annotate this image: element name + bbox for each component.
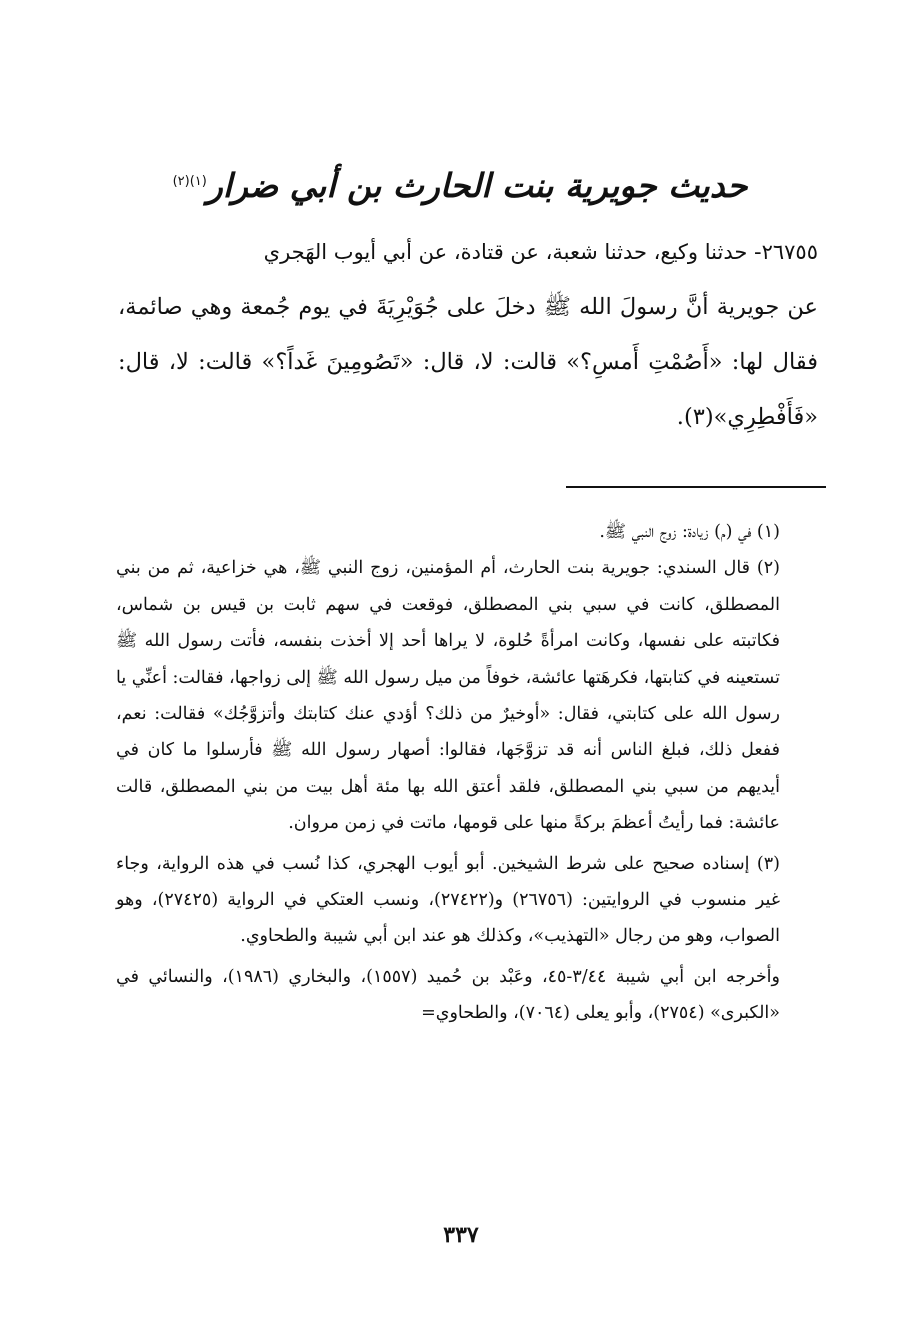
chapter-title (150, 150, 770, 218)
footnote-separator (566, 486, 826, 488)
chapter-title-text: حديث جويرية بنت الحارث بن أبي ضرار (206, 166, 748, 205)
footnote-3-continuation: وأخرجه ابن أبي شيبة ٣/٤٤-٤٥، وعَبْد بن حُميد (١٥٥٧)، والبخاري (١٩٨٦)، والنسائي في «الكبرى» (٢٧٥٤)، وأبو يعلى (٧٠٦٤)، والطحاوي= (116, 966, 780, 1024)
hadith-text: عن جويرية أنَّ رسولَ الله ﷺ دخلَ على جُوَيْرِيَةَ في يوم جُمعة وهي صائمة، فقال لها: «أَصُمْتِ أَمسِ؟» قالت: لا، قال: «تَصُومِينَ غَداً؟» قالت: لا، قال: «فَأَفْطِرِي»(٣). (118, 294, 818, 430)
title-footnote-refs: (١)(٢) (172, 174, 207, 189)
footnotes-block (116, 514, 816, 1036)
hadith-block (118, 225, 818, 445)
footnote-2: (٢) قال السندي: جويرية بنت الحارث، أم المؤمنين، زوج النبي ﷺ، هي خزاعية، ثم من بني المصطلق، كانت في سبي بني المصطلق، فوقعت في سهم ثابت بن قيس بن شماس، فكاتبته على نفسها، وكانت امرأةً حُلوة، لا يراها أحد إلا أخذت بنفسه، فأتت رسول الله ﷺ تستعينه في كتابتها، فكرهَتها عائشة، خوفاً من ميل رسول الله ﷺ إلى زواجها، فقالت: أعنِّي يا رسول الله على كتابتي، فقال: «أوخيرٌ من ذلك؟ أؤدي عنك كتابتك وأتزوَّجُك» فقالت: نعم، ففعل ذلك، فبلغ الناس أنه قد تزوَّجَها، فقالوا: أصهار رسول الله ﷺ فأرسلوا ما كان في أيديهم من سبي بني المصطلق، فلقد أعتق الله بها مئة أهل بيت من بني المصطلق، قالت عائشة: فما رأيتُ أعظمَ بركةً منها على قومها، ماتت في زمن مروان. (116, 558, 780, 834)
footnote-3: (٣) إسناده صحيح على شرط الشيخين. أبو أيوب الهجري، كذا نُسب في هذه الرواية، وجاء غير منسوب في الروايتين: (٢٦٧٥٦) و(٢٧٤٢٢)، ونسب العتكي في الرواية (٢٧٤٢٥)، وهو الصواب، وهو من رجال «التهذيب»، وكذلك هو عند ابن أبي شيبة والطحاوي. (116, 853, 780, 947)
hadith-chain: ٢٦٧٥٥- حدثنا وكيع، حدثنا شعبة، عن قتادة، عن أبي أيوب الهَجري (263, 240, 818, 264)
footnote-1: (١) في (م) زيادة: زوج النبي ﷺ. (599, 522, 780, 542)
page-number: ٣٣٧ (443, 1222, 479, 1248)
